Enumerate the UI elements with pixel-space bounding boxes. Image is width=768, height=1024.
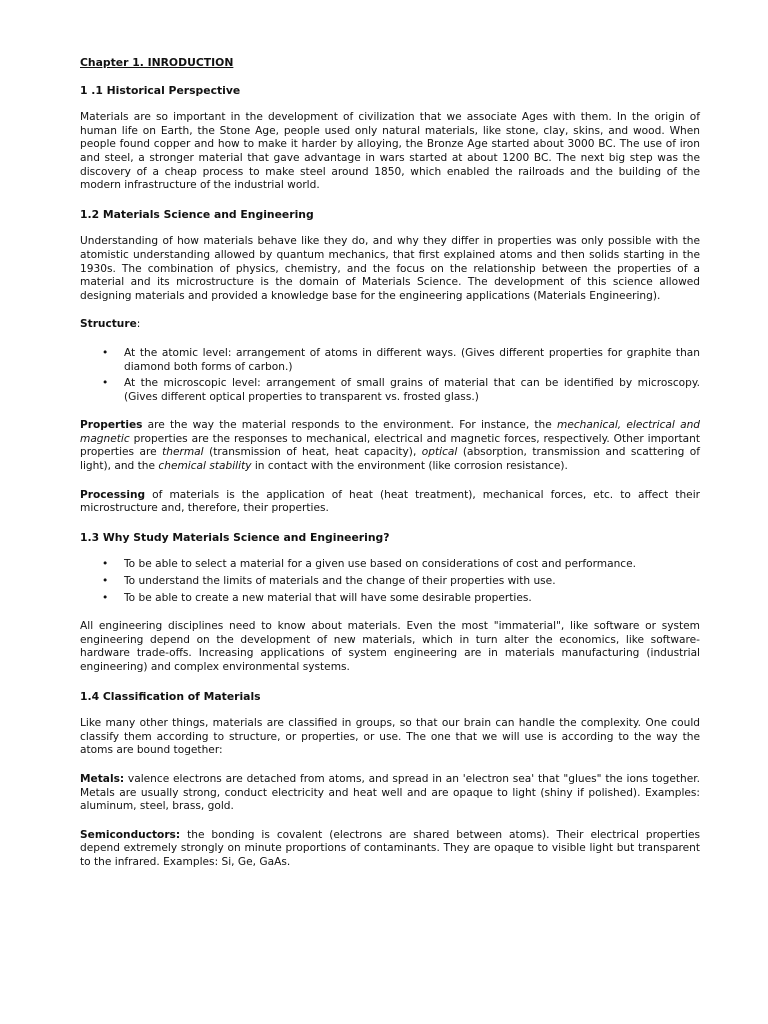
document-page [80,56,700,885]
text-run: of materials is the application of heat (heat treatment), mechanical forces, etc. to affect their microstructure and, therefore, their properties. [80,488,700,515]
text-run: (transmission of heat, heat capacity), [203,446,422,459]
section-heading-historical: 1 .1 Historical Perspective [80,83,241,97]
structure-list [80,347,700,404]
semiconductors-label: Semiconductors: [80,828,181,841]
section-heading-why: 1.3 Why Study Materials Science and Engineering? [80,530,390,544]
paragraph-metals [80,773,700,814]
list-item [80,558,700,572]
text-run: properties are the responses to mechanical, electrical and magnetic forces, respectively. Other important properties are [80,432,700,459]
list-item [80,347,700,374]
text-run: the bonding is covalent (electrons are shared between atoms). Their electrical properties depend extremely strongly on minute proportions of contaminants. They are opaque to visible light but transparent to the infrared. Examples: Si, Ge, GaAs. [80,828,700,868]
italic-run: thermal [162,446,204,459]
paragraph-historical: Materials are so important in the development of civilization that we associate Ages with them. In the origin of human life on Earth, the Stone Age, people used only natural materials, like stone, clay, skins, and wood. When people found copper and how to make it harder by alloying, the Bronze Age started about 3000 BC. The use of iron and steel, a stronger material that gave advantage in wars started at about 1200 BC. The next big step was the discovery of a cheap process to make steel around 1850, which enabled the railroads and the building of the modern infrastructure of the industrial world. [80,111,700,192]
structure-label-line [80,318,700,332]
bullet-icon: • [102,575,109,588]
list-item-text: To understand the limits of materials and the change of their properties with use. [124,575,556,588]
structure-colon: : [136,318,141,331]
italic-run: mechanical, electrical and magnetic [80,419,701,445]
list-item [80,575,700,589]
bullet-icon: • [102,591,109,604]
italic-run: optical [421,446,458,459]
text-run: are the way the material responds to the environment. For instance, the [142,419,557,432]
list-item-text: To be able to select a material for a given use based on considerations of cost and performance. [124,558,637,571]
metals-label: Metals: [80,772,125,785]
processing-label: Processing [80,488,146,501]
paragraph-mse: Understanding of how materials behave like they do, and why they differ in properties was only possible with the atomistic understanding allowed by quantum mechanics, that first explained atoms and then solids starting in the 1930s. The combination of physics, chemistry, and the focus on the relationship between the properties of a material and its microstructure is the domain of Materials Science. The development of this science allowed designing materials and provided a knowledge base for the engineering applications (Materials Engineering). [80,235,700,302]
section-heading-mse: 1.2 Materials Science and Engineering [80,207,314,221]
paragraph-why: All engineering disciplines need to know about materials. Even the most "immaterial", like software or system engineering depend on the development of new materials, which in turn alter the economics, like software-hardware trade-offs. Increasing applications of system engineering are in materials manufacturing (industrial engineering) and complex environmental systems. [80,620,700,673]
list-item-text: At the microscopic level: arrangement of small grains of material that can be identified by microscopy. (Gives different optical properties to transparent vs. frosted glass.) [124,377,700,403]
text-run: valence electrons are detached from atoms, and spread in an 'electron sea' that "glues" the ions together. Metals are usually strong, conduct electricity and heat well and are opaque to light (shiny if polished). Examples: aluminum, steel, brass, gold. [80,772,700,813]
paragraph-classification: Like many other things, materials are classified in groups, so that our brain can handle the complexity. One could classify them according to structure, or properties, or use. The one that we will use is according to the way the atoms are bound together: [80,717,700,757]
why-list [80,558,700,605]
chapter-title: Chapter 1. INRODUCTION [80,56,234,69]
bullet-icon: • [102,346,109,359]
italic-run: chemical stability [158,460,252,473]
list-item [80,592,700,606]
text-run: in contact with the environment (like corrosion resistance). [251,460,568,473]
paragraph-semiconductors [80,829,700,870]
text-run: (absorption, transmission and scattering of light), and the [80,446,700,473]
bullet-icon: • [102,377,109,390]
paragraph-processing [80,489,700,516]
paragraph-properties [80,419,700,473]
bullet-icon: • [102,558,109,571]
list-item-text: To be able to create a new material that will have some desirable properties. [124,591,532,604]
properties-label: Properties [80,419,143,432]
section-heading-classification: 1.4 Classification of Materials [80,689,261,703]
structure-label: Structure [80,318,137,331]
list-item [80,377,700,404]
list-item-text: At the atomic level: arrangement of atoms in different ways. (Gives different properties for graphite than diamond both forms of carbon.) [124,346,700,373]
